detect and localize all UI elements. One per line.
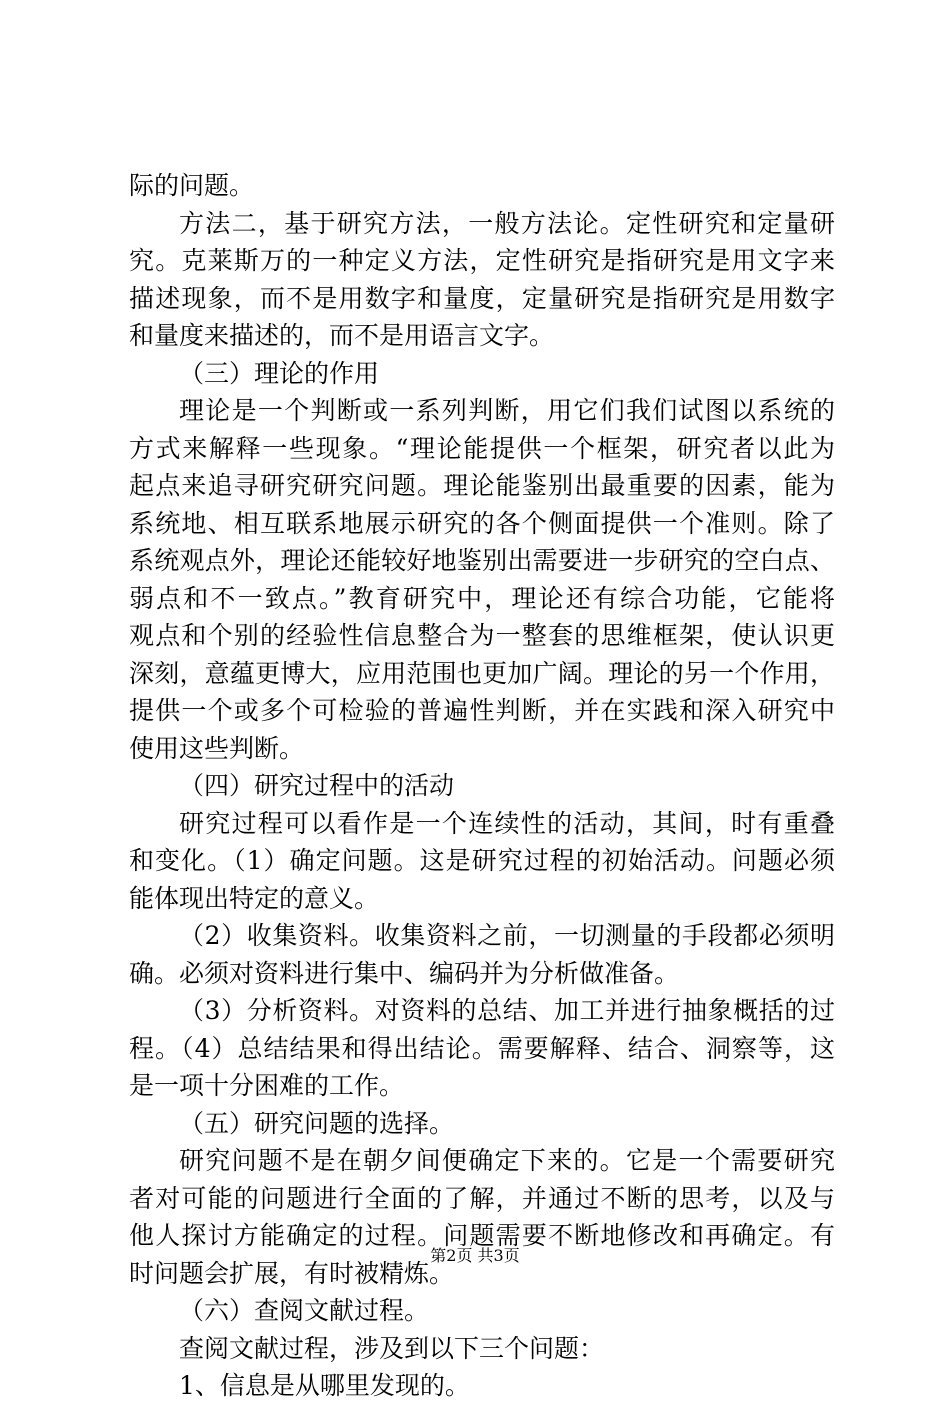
text-line: 弱点和不一致点。”教育研究中，理论还有综合功能，它能将 [129,583,835,613]
document-body [129,167,835,1405]
section-heading: （六）查阅文献过程。 [179,1296,430,1325]
text-line: 提供一个或多个可检验的普遍性判断，并在实践和深入研究中 [129,696,835,725]
text-line: 系统观点外，理论还能较好地鉴别出需要进一步研究的空白点、 [129,546,835,575]
text-line: 时问题会扩展，有时被精炼。 [129,1258,455,1288]
text-line: 是一项十分困难的工作。 [129,1071,405,1100]
text-line: （3）分析资料。对资料的总结、加工并进行抽象概括的过 [179,996,835,1025]
text-line: 程。（4）总结结果和得出结论。需要解释、结合、洞察等，这 [129,1033,835,1063]
text-line: 研究问题不是在朝夕间便确定下来的。它是一个需要研究 [179,1146,835,1175]
text-line: 系统地、相互联系地展示研究的各个侧面提供一个准则。除了 [129,508,835,538]
text-line: 方法二，基于研究方法，一般方法论。定性研究和定量研 [179,208,835,238]
text-line: 使用这些判断。 [129,733,305,763]
text-line: 和量度来描述的，而不是用语言文字。 [129,321,555,350]
section-heading: （五）研究问题的选择。 [179,1108,455,1138]
text-line: 究。克莱斯万的一种定义方法，定性研究是指研究是用文字来 [129,246,835,275]
text-line: 查阅文献过程，涉及到以下三个问题： [179,1333,605,1363]
text-line: 和变化。（1）确定问题。这是研究过程的初始活动。问题必须 [129,846,835,875]
text-line: 际的问题。 [129,171,255,200]
text-line: 方式来解释一些现象。“理论能提供一个框架，研究者以此为 [129,433,835,463]
text-line: 深刻，意蕴更博大，应用范围也更加广阔。理论的另一个作用， [129,658,835,688]
text-line: 者对可能的问题进行全面的了解，并通过不断的思考，以及与 [129,1183,835,1213]
text-line: 他人探讨方能确定的过程。问题需要不断地修改和再确定。有 [129,1221,835,1250]
text-line: 能体现出特定的意义。 [129,883,380,913]
text-line: 研究过程可以看作是一个连续性的活动，其间，时有重叠 [179,808,835,838]
section-heading: （三）理论的作用 [179,358,380,388]
text-line: （2）收集资料。收集资料之前，一切测量的手段都必须明 [179,921,835,950]
text-line: 确。必须对资料进行集中、编码并为分析做准备。 [129,958,680,988]
section-heading: （四）研究过程中的活动 [179,771,455,800]
text-line: 观点和个别的经验性信息整合为一整套的思维框架，使认识更 [129,621,835,650]
text-line: 描述现象，而不是用数字和量度，定量研究是指研究是用数字 [129,283,835,313]
list-item: 1、信息是从哪里发现的。 [179,1371,470,1400]
text-line: 理论是一个判断或一系列判断，用它们我们试图以系统的 [179,396,835,425]
text-line: 起点来追寻研究研究问题。理论能鉴别出最重要的因素，能为 [129,471,835,500]
page-number-footer: 第2页 共3页 [430,1246,520,1265]
